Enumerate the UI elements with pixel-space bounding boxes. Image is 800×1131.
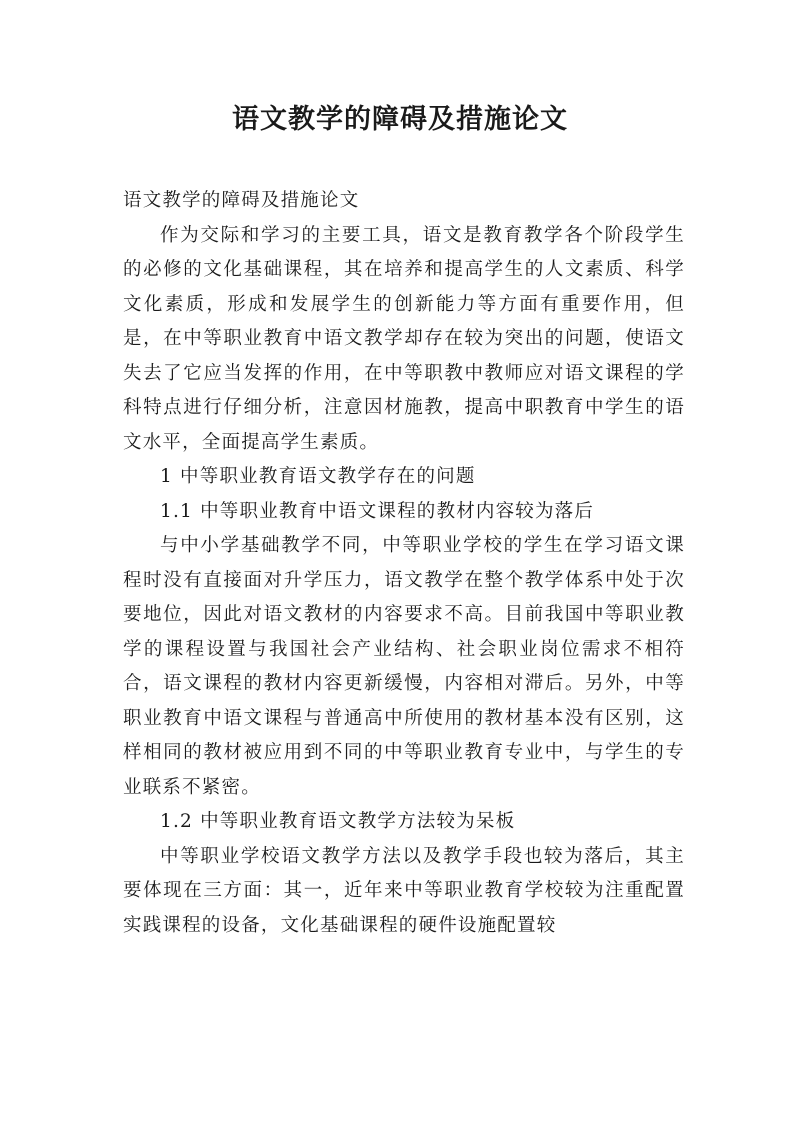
subsection-heading-1-2: 1.2 中等职业教育语文教学方法较为呆板 (160, 811, 516, 832)
document-title: 语文教学的障碍及措施论文 (232, 104, 568, 135)
paragraph-1-2: 中等职业学校语文教学方法以及教学手段也较为落后，其主要体现在三方面：其一，近年来中等职业教育学校较为注重配置实践课程的设备，文化基础课程的硬件设施配置较 (123, 845, 685, 936)
paragraph-intro: 作为交际和学习的主要工具，语文是教育教学各个阶段学生的必修的文化基础课程，其在培养和提高学生的人文素质、科学文化素质，形成和发展学生的创新能力等方面有重要作用，但是，在中等职业教育中语文教学却存在较为突出的问题，使语文失去了它应当发挥的作用，在中等职教中教师应对语文课程的学科特点进行仔细分析，注意因材施教，提高中职教育中学生的语文水平，全面提高学生素质。 (123, 224, 685, 453)
subtitle-line: 语文教学的障碍及措施论文 (123, 190, 360, 211)
document-body (123, 184, 685, 943)
subsection-heading-1-1: 1.1 中等职业教育中语文课程的教材内容较为落后 (160, 500, 595, 522)
section-heading-1: 1 中等职业教育语文教学存在的问题 (160, 466, 476, 487)
paragraph-1-1: 与中小学基础教学不同，中等职业学校的学生在学习语文课程时没有直接面对升学压力，语文教学在整个教学体系中处于次要地位，因此对语文教材的内容要求不高。目前我国中等职业教学的课程设置与我国社会产业结构、社会职业岗位需求不相符合，语文课程的教材内容更新缓慢，内容相对滞后。另外，中等职业教育中语文课程与普通高中所使用的教材基本没有区别，这样相同的教材被应用到不同的中等职业教育专业中，与学生的专业联系不紧密。 (123, 535, 685, 798)
